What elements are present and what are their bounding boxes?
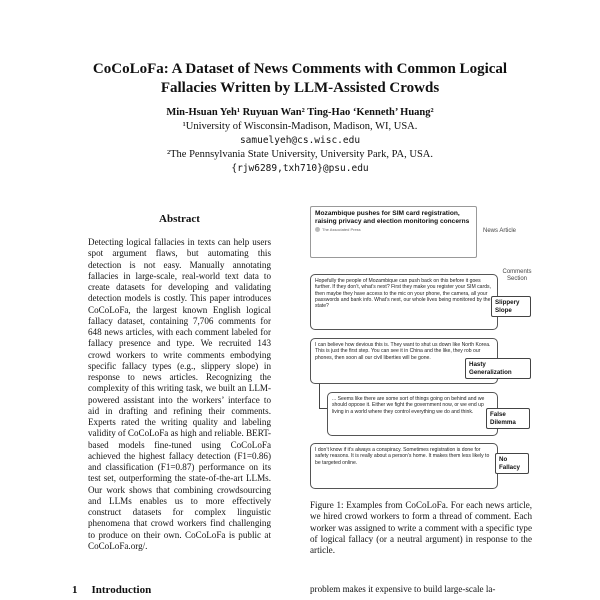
comment-4 [310,443,498,489]
news-article-label: News Article [483,228,517,234]
comment-3 [327,392,498,436]
comment-1-text: Hopefully the people of Mozambique can push back on this before it goes further. If they don’t, what’s next? First they make you register your SIM cards, then maybe they have access to the mic on your phone, the camera, all your passwords and bank info. What’s next, our whole lives being monitored by the state? [315,278,491,310]
comment-1 [310,274,498,330]
abstract-body: Detecting logical fallacies in texts can help users spot argument flaws, but automating this detection is not easy. Manually annotating fallacies in large-scale, real-world text data to create datasets for developing and validating detection models is costly. This paper introduces CoCoLoFa, the largest known English logical fallacy dataset, containing 7,706 comments for 648 news articles, with each comment labeled for fallacy presence and type. We recruited 143 crowd workers to write comments embodying specific fallacy types (e.g., slippery slope) in response to news articles. Recognizing the complexity of this writing task, we built an LLM-powered assistant into the workers’ interface to aid in drafting and refining their comments. Experts rated the writing quality and labeling validity of CoCoLoFa as high and reliable. BERT-based models fine-tuned using CoCoLoFa achieved the highest fallacy detection (F1=0.86) and classification (F1=0.87) performance on its test set, outperforming the state-of-the-art LLMs. Our work shows that combining crowdsourcing and LLMs enables us to more effectively construct datasets for complex linguistic phenomena that crowd workers find challenging to produce on their own. CoCoLoFa is public at CoCoLoFa.org/. [88,237,271,551]
right-column-text: problem makes it expensive to build large-scale la- [310,584,496,594]
paper-title [40,60,560,98]
email-1[interactable]: samuelyeh@cs.wisc.edu [239,135,361,146]
affiliation-1: ¹University of Wisconsin-Madison, Madison, WI, USA. [182,121,418,132]
news-article-card [310,206,477,258]
figure-caption: Figure 1: Examples from CoCoLoFa. For each news article, we hired crowd workers to form a thread of comment. Each worker was assigned to write a comment with a specific type of logical fallacy (or a neutral argument) in response to the article. [310,500,532,556]
comments-section-label: Comments Section [502,269,532,282]
comment-4-text: I don’t know if it’s always a conspiracy. Sometimes registration is done for safety reasons. It is really about a person’s home. It makes them less likely to be targeted online. [315,447,490,466]
abstract-heading: Abstract [159,213,200,225]
email-2[interactable]: {rjw6289,txh710}@psu.edu [231,163,369,174]
comment-2-text: I can believe how devious this is. They want to shut us down like North Korea. This is just the first step. You can see it in China and the like, they rob our phones, then soon all our civil liberties will be gone. [315,342,491,361]
publisher-logo-icon [315,227,320,232]
figure-1 [305,200,533,493]
section-title: Introduction [91,584,152,596]
news-headline: Mozambique pushes for SIM card registration, raising privacy and election monitoring concerns [315,210,470,225]
section-number: 1 [72,584,78,596]
reply-connector [319,384,320,408]
affiliation-2: ²The Pennsylvania State University, University Park, PA, USA. [166,149,434,160]
reply-connector-h [319,408,327,409]
tag-3: False Dilemma [486,408,530,429]
tag-4: No Fallacy [495,453,529,474]
news-meta: The Associated Press [322,227,361,232]
author-names: Min-Hsuan Yeh¹ Ruyuan Wan² Ting-Hao ‘Kenneth’ Huang² [166,107,434,118]
comment-3-text: ... Seems like there are some sort of things going on behind and we should oppose it. Either we fight the government now, or we end up living in a world where they control everything we do and think. [332,396,485,415]
tag-1: Slippery Slope [491,296,531,317]
section-heading [72,584,165,596]
title-line-2: Fallacies Written by LLM-Assisted Crowds [160,80,440,96]
title-line-1: CoCoLoFa: A Dataset of News Comments with Common Logical [92,61,508,77]
author-block [40,106,560,176]
tag-2: Hasty Generalization [465,358,531,379]
